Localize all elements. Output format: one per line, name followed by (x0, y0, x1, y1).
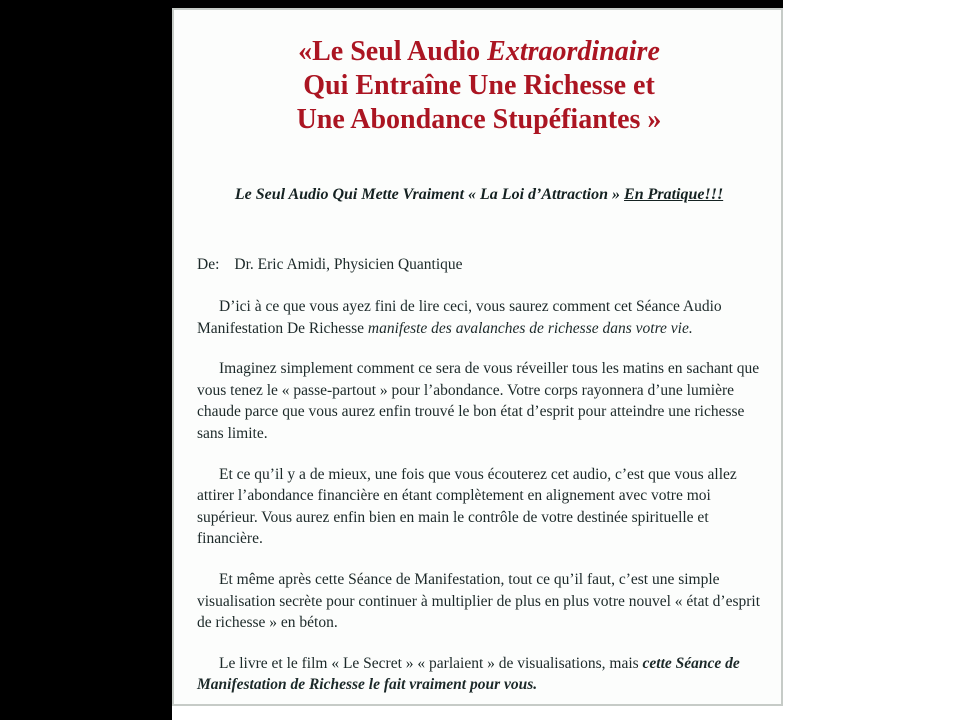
byline-label: De: (197, 256, 220, 273)
paragraph-5-bold-italic-text: cette Séance de Manifestation de Richesse le fait vraiment pour vous. (197, 654, 740, 694)
page-content (174, 35, 781, 696)
subtitle-text: Le Seul Audio Qui Mette Vraiment « La Loi d’Attraction » (234, 186, 625, 203)
letterbox-top-bar (0, 0, 783, 8)
headline (197, 35, 761, 137)
paragraph-4-text: Et même après cette Séance de Manifestation, tout ce qu’il faut, c’est une simple visualisation secrète pour continuer à multiplier de plus en plus votre nouvel « état d’esprit de richesse » en béton. (197, 570, 761, 632)
subtitle (197, 186, 761, 204)
headline-line-3: Une Abondance Stupéfiantes » (296, 104, 662, 135)
byline (197, 256, 761, 274)
byline-value: Dr. Eric Amidi, Physicien Quantique (234, 256, 463, 273)
paragraph-1-text: D’ici à ce que vous ayez fini de lire ceci, vous saurez comment cet Séance Audio Manifestation De Richesse (197, 298, 722, 337)
paragraph-5-text: Le livre et le film « Le Secret » « parlaient » de visualisations, mais (219, 654, 643, 672)
headline-line-1-regular: «Le Seul Audio (298, 36, 488, 67)
subtitle-underlined-text: En Pratique!!! (624, 186, 724, 203)
letterbox-left-bar (0, 0, 172, 720)
headline-line-2: Qui Entraîne Une Richesse et (303, 70, 655, 101)
sales-letter-page (172, 8, 783, 706)
paragraph-3 (197, 464, 761, 550)
paragraph-1-italic-text: manifeste des avalanches de richesse dans votre vie. (367, 319, 693, 337)
paragraph-1 (197, 296, 761, 339)
paragraph-2-text: Imaginez simplement comment ce sera de vous réveiller tous les matins en sachant que vous tenez le « passe-partout » pour l’abondance. Votre corps rayonnera d’une lumière chaude parce que vous aurez enfin trouvé le bon état d’esprit pour atteindre une richesse sans limite. (197, 360, 760, 442)
paragraph-2 (197, 358, 761, 444)
headline-line-1 (197, 35, 761, 69)
paragraph-3-text: Et ce qu’il y a de mieux, une fois que vous écouterez cet audio, c’est que vous allez attirer l’abondance financière en étant complètement en alignement avec votre moi supérieur. Vous aurez enfin bien en main le contrôle de votre destinée spirituelle et financière. (197, 465, 737, 548)
paragraph-5 (197, 653, 761, 696)
headline-line-1-italic: Extraordinaire (487, 36, 660, 67)
paragraph-4 (197, 569, 761, 634)
